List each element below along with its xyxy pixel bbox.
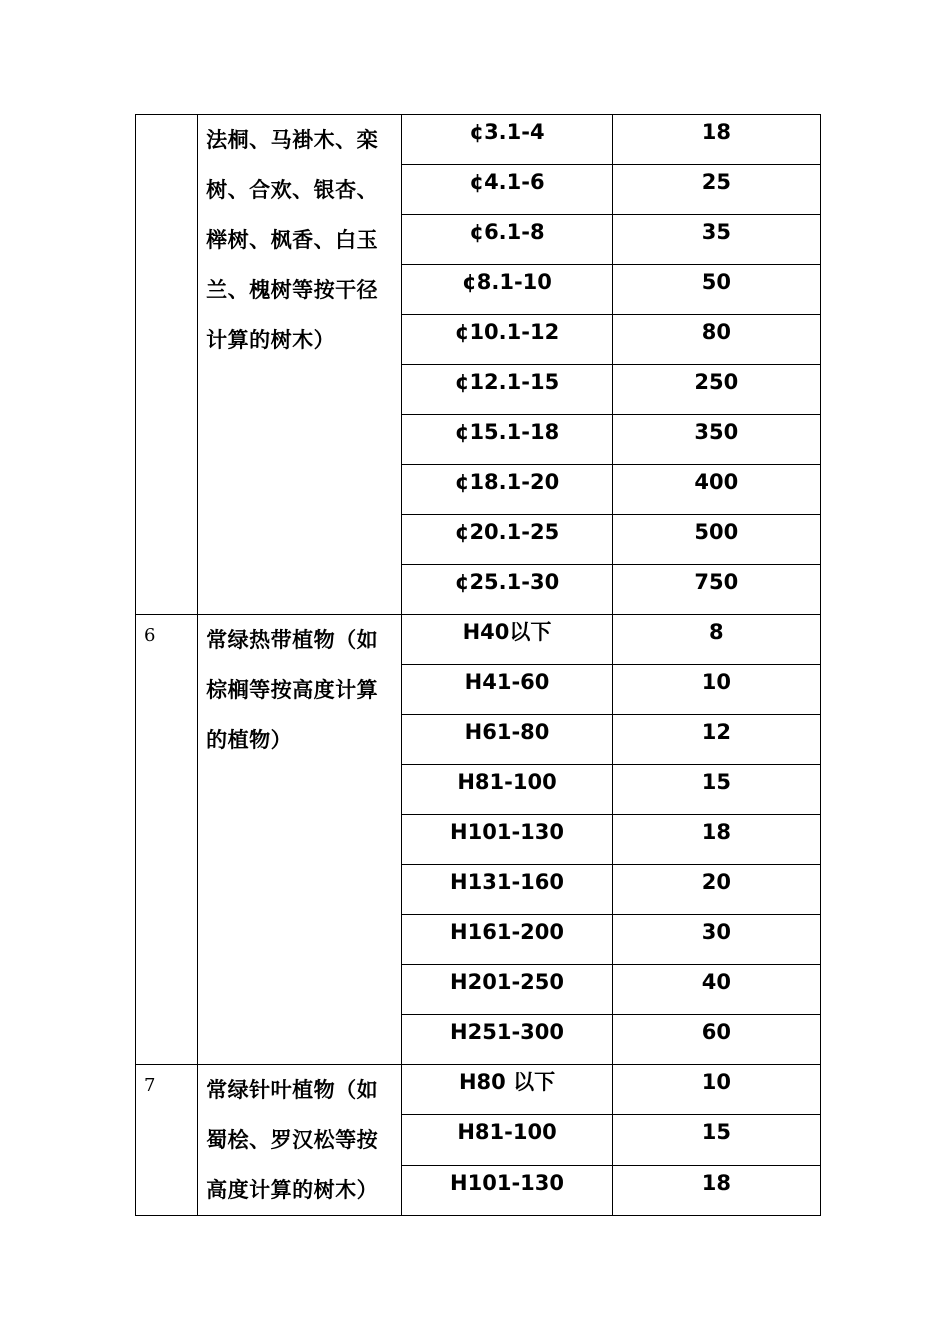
- size-spec-cell: ¢8.1-10: [402, 265, 612, 315]
- price-value-cell: 250: [612, 365, 820, 415]
- table-row: [136, 1065, 821, 1115]
- price-value-cell: 20: [612, 865, 820, 915]
- size-spec-cell: ¢12.1-15: [402, 365, 612, 415]
- plant-category-line: 榉树、枫香、白玉: [206, 228, 379, 252]
- size-spec-cell: H81-100: [402, 765, 612, 815]
- price-value-cell: 25: [612, 165, 820, 215]
- size-spec-cell: ¢15.1-18: [402, 415, 612, 465]
- price-value-cell: 12: [612, 715, 820, 765]
- plant-category-line: 高度计算的树木）: [206, 1178, 379, 1202]
- group-number-cell: 6: [136, 615, 198, 1065]
- group-number-cell: [136, 115, 198, 615]
- size-spec-cell: H101-130: [402, 1165, 612, 1215]
- plant-category-line: 兰、槐树等按干径: [206, 278, 379, 302]
- price-value-cell: 50: [612, 265, 820, 315]
- size-spec-cell: H80 以下: [402, 1065, 612, 1115]
- price-value-cell: 15: [612, 765, 820, 815]
- size-spec-cell: H131-160: [402, 865, 612, 915]
- price-value-cell: 500: [612, 515, 820, 565]
- plant-category-cell: [198, 615, 402, 1065]
- size-spec-cell: H161-200: [402, 915, 612, 965]
- price-value-cell: 40: [612, 965, 820, 1015]
- price-value-cell: 80: [612, 315, 820, 365]
- plant-category-line: 蜀桧、罗汉松等按: [206, 1128, 379, 1152]
- size-spec-cell: ¢4.1-6: [402, 165, 612, 215]
- table-body: [136, 115, 821, 1216]
- price-value-cell: 18: [612, 1165, 820, 1215]
- price-value-cell: 400: [612, 465, 820, 515]
- table-row: [136, 115, 821, 165]
- plant-category-line: 常绿针叶植物（如: [206, 1078, 379, 1102]
- price-value-cell: 35: [612, 215, 820, 265]
- plant-category-cell: [198, 1065, 402, 1216]
- size-spec-cell: ¢10.1-12: [402, 315, 612, 365]
- plant-category-line: 树、合欢、银杏、: [206, 178, 379, 202]
- size-spec-cell: H101-130: [402, 815, 612, 865]
- size-spec-cell: H81-100: [402, 1115, 612, 1165]
- price-value-cell: 10: [612, 665, 820, 715]
- size-spec-cell: ¢3.1-4: [402, 115, 612, 165]
- price-value-cell: 30: [612, 915, 820, 965]
- plant-category-line: 的植物）: [206, 728, 293, 752]
- size-spec-cell: H40以下: [402, 615, 612, 665]
- plant-category-line: 计算的树木）: [206, 328, 336, 352]
- plant-category-cell: [198, 115, 402, 615]
- plant-category-line: 法桐、马褂木、栾: [206, 128, 379, 152]
- price-value-cell: 8: [612, 615, 820, 665]
- price-value-cell: 18: [612, 815, 820, 865]
- size-spec-cell: ¢20.1-25: [402, 515, 612, 565]
- plant-price-table: [135, 114, 821, 1216]
- table-row: [136, 615, 821, 665]
- size-spec-cell: ¢6.1-8: [402, 215, 612, 265]
- plant-category-line: 棕榈等按高度计算: [206, 678, 379, 702]
- plant-category-line: 常绿热带植物（如: [206, 628, 379, 652]
- price-value-cell: 18: [612, 115, 820, 165]
- size-spec-cell: H61-80: [402, 715, 612, 765]
- price-value-cell: 350: [612, 415, 820, 465]
- price-value-cell: 15: [612, 1115, 820, 1165]
- price-value-cell: 10: [612, 1065, 820, 1115]
- size-spec-cell: H251-300: [402, 1015, 612, 1065]
- group-number-cell: 7: [136, 1065, 198, 1216]
- size-spec-cell: H41-60: [402, 665, 612, 715]
- size-spec-cell: H201-250: [402, 965, 612, 1015]
- price-value-cell: 60: [612, 1015, 820, 1065]
- size-spec-cell: ¢18.1-20: [402, 465, 612, 515]
- size-spec-cell: ¢25.1-30: [402, 565, 612, 615]
- price-value-cell: 750: [612, 565, 820, 615]
